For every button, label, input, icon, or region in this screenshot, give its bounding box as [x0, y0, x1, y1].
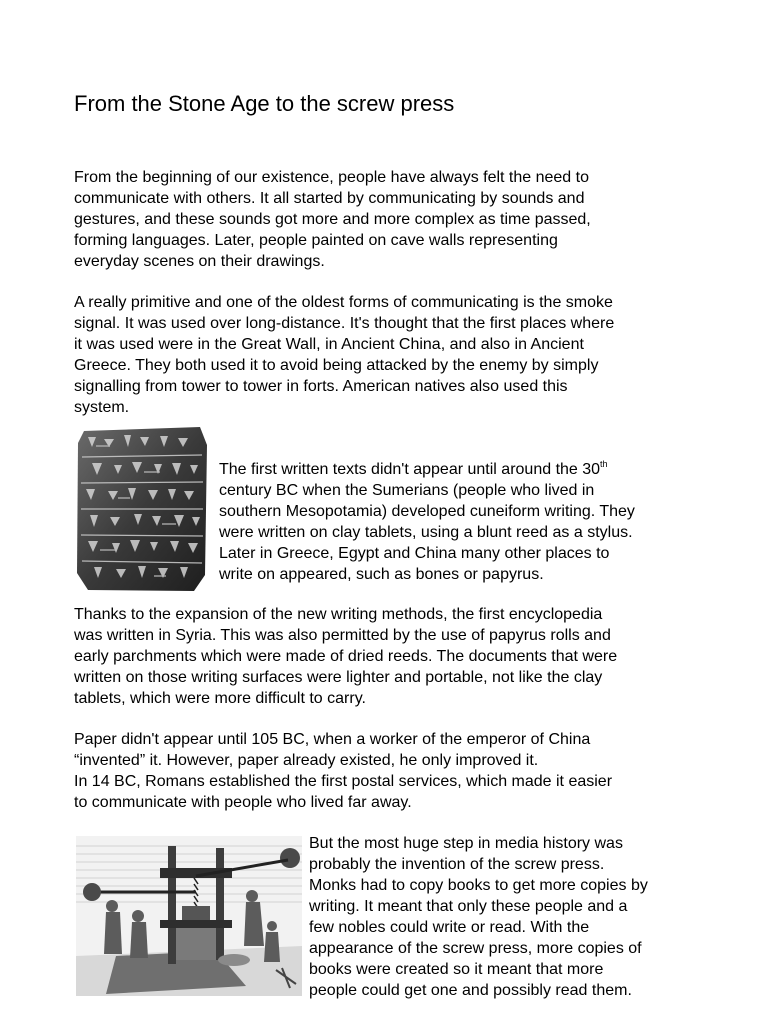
- text-line: From the beginning of our existence, people have always felt the need to: [74, 169, 589, 186]
- paragraph-encyclopedia: [74, 604, 694, 709]
- ordinal-superscript: th: [600, 459, 608, 469]
- text-line: written on those writing surfaces were lighter and portable, not like the clay: [74, 669, 603, 686]
- text-line: few nobles could write or read. With the: [309, 919, 590, 936]
- text-line: to communicate with people who lived far away.: [74, 794, 412, 811]
- text-line: probably the invention of the screw press.: [309, 856, 605, 873]
- text-line: was written in Syria. This was also permitted by the use of papyrus rolls and: [74, 627, 611, 644]
- text-line: forming languages. Later, people painted on cave walls representing: [74, 232, 558, 249]
- paragraph-intro: [74, 167, 694, 272]
- screw-press-engraving-image: [76, 836, 302, 996]
- text-line: were written on clay tablets, using a blunt reed as a stylus.: [219, 524, 633, 541]
- text-line: century BC when the Sumerians (people who lived in: [219, 482, 595, 499]
- text-line: Paper didn't appear until 105 BC, when a worker of the emperor of China: [74, 731, 591, 748]
- text-line: “invented” it. However, paper already existed, he only improved it.: [74, 752, 539, 769]
- text-line: Thanks to the expansion of the new writing methods, the first encyclopedia: [74, 606, 603, 623]
- text-run: The first written texts didn't appear until around the 30: [219, 461, 601, 478]
- paragraph-cuneiform: [219, 459, 699, 585]
- text-line: signalling from tower to tower in forts. American natives also used this: [74, 378, 568, 395]
- text-line: A really primitive and one of the oldest forms of communicating is the smoke: [74, 294, 613, 311]
- text-line: people could get one and possibly read them.: [309, 982, 632, 999]
- text-line: Greece. They both used it to avoid being attacked by the enemy by simply: [74, 357, 599, 374]
- paragraph-smoke-signal: [74, 292, 694, 418]
- document-title: From the Stone Age to the screw press: [74, 91, 455, 116]
- text-line: But the most huge step in media history was: [309, 835, 623, 852]
- paragraph-paper: [74, 729, 694, 813]
- text-line: Monks had to copy books to get more copies by: [309, 877, 648, 894]
- text-line: system.: [74, 399, 130, 416]
- text-line: books were created so it meant that more: [309, 961, 604, 978]
- text-line: communicate with others. It all started by communicating by sounds and: [74, 190, 585, 207]
- text-line: In 14 BC, Romans established the first postal services, which made it easier: [74, 773, 613, 790]
- text-line: Later in Greece, Egypt and China many other places to: [219, 545, 610, 562]
- text-line: tablets, which were more difficult to carry.: [74, 690, 366, 707]
- text-line: southern Mesopotamia) developed cuneiform writing. They: [219, 503, 635, 520]
- text-line: early parchments which were made of dried reeds. The documents that were: [74, 648, 618, 665]
- paragraph-screw-press: [309, 833, 709, 1001]
- text-line: everyday scenes on their drawings.: [74, 253, 325, 270]
- text-line: appearance of the screw press, more copies of: [309, 940, 642, 957]
- text-line: writing. It meant that only these people and a: [309, 898, 628, 915]
- text-line: write on appeared, such as bones or papyrus.: [219, 566, 544, 583]
- text-line: it was used were in the Great Wall, in Ancient China, and also in Ancient: [74, 336, 584, 353]
- text-line: gestures, and these sounds got more and more complex as time passed,: [74, 211, 591, 228]
- text-line: [219, 459, 699, 480]
- cuneiform-tablet-image: [74, 425, 210, 593]
- text-line: signal. It was used over long-distance. It's thought that the first places where: [74, 315, 615, 332]
